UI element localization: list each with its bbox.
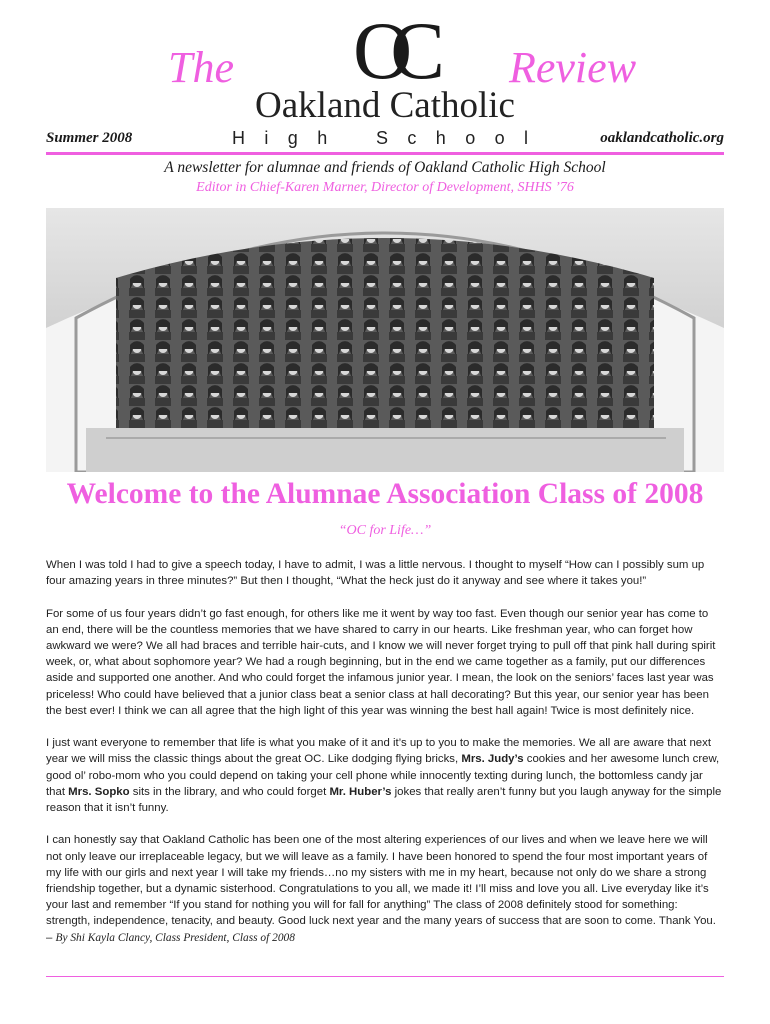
paragraph-text: sits in the library, and who could forget	[129, 785, 330, 798]
school-subtitle	[232, 128, 528, 149]
staff-name: Mr. Huber’s	[329, 785, 392, 798]
article-byline: By Shi Kayla Clancy, Class President, Class of 2008	[55, 931, 295, 944]
school-sub-letter: l	[524, 128, 528, 148]
masthead-divider	[46, 152, 724, 155]
footer-divider	[46, 976, 724, 977]
oc-logo-icon	[318, 6, 458, 92]
article-paragraph-3	[46, 735, 724, 816]
paragraph-text: jokes that really aren’t funny but you laugh anyway for the simple reason that it isn’t funny.	[46, 785, 722, 815]
school-sub-letter: H	[232, 128, 245, 148]
article-paragraph-1: When I was told I had to give a speech today, I have to admit, I was a little nervous. I thought to myself “How can I possibly sum up four amazing years in three minutes?” But then I thought, “What the heck just do it anyway and see where it takes you!”	[46, 559, 705, 588]
school-sub-letter: i	[264, 128, 269, 148]
website-link[interactable]: oaklandcatholic.org	[600, 130, 724, 146]
article-paragraph-4	[46, 832, 724, 945]
article-headline: Welcome to the Alumnae Association Class of 2008	[66, 478, 704, 510]
class-group-photo-icon	[46, 208, 724, 472]
staff-name: Mrs. Sopko	[68, 785, 130, 798]
editor-credit: Editor in Chief-Karen Marner, Director of Development, SHHS ’76	[196, 180, 574, 195]
school-sub-letter: o	[465, 128, 476, 148]
paragraph-text: I just want everyone to remember that life is what you make of it and it’s up to you to make the memories. We all are aware that next year we will miss the classic things about the great OC. Like dodging flying bricks,	[46, 737, 711, 766]
article-subhead: “OC for Life…”	[338, 523, 432, 538]
school-sub-gap	[347, 128, 357, 149]
paragraph-text: I can honestly say that Oakland Catholic has been one of the most altering experiences of our lives and when we leave here we will not only leave our irreplaceable legacy, but we will leave as a family. I have been honored to spend the four most important years of my life with our girls and next year I will take my friends…no my sisters with me in my heart, because not only do we share a strong friendship together, but a dynamic sisterhood. Congratulations to you all, we made it! I’ll miss and love you all. Live everyday like it’s your last and remember “If you stand for nothing you will for fall for anything” The class of 2008 definitely stood for something: strength, independence, tenacity, and beauty. Good luck next year and the many years of success that are soon to come. Thank You. –	[46, 834, 716, 944]
paragraph-text: cookies and her awesome lunch crew, good ol’ robo-mom who you could depend on taking your cell phone while innocently texting during lunch, the bottomless candy jar that	[46, 753, 720, 798]
school-name: Oakland Catholic	[255, 85, 515, 126]
school-sub-letter: h	[317, 128, 328, 148]
newsletter-tagline: A newsletter for alumnae and friends of Oakland Catholic High School	[164, 159, 606, 176]
school-sub-letter: S	[375, 128, 388, 148]
masthead-title-right: Review	[509, 43, 637, 92]
article-paragraph-2: For some of us four years didn’t go fast enough, for others like me it went by way too fast. Even though our senior year has come to an end, there will be the countless memories that we have shared to carry in our hearts. Like freshman year, who can forget how awkward we were? We all had braces and terrible hair-cuts, and I know we will never forget trying to pull off that pink hall during spirit week, or, what about sophomore year? We had a rough beginning, but in the end we came together as a family, put our differences aside and supported one another. And who could forget the infamous junior year. I mean, the look on the seniors’ faces last year was priceless! Who could have believed that a junior class beat a senior class at hall decorating? But this year, our senior year has been the best ever! I think we can all agree that the high light of this year was winning the best hall again! Twice is most definitely nice.	[46, 607, 716, 717]
school-sub-letter: h	[435, 128, 446, 148]
school-sub-letter: o	[494, 128, 505, 148]
issue-date: Summer 2008	[46, 130, 133, 146]
logo-letters: OC	[353, 6, 423, 92]
article-body	[46, 557, 724, 962]
school-sub-letter: c	[407, 128, 417, 148]
masthead-title-left: The	[168, 43, 234, 92]
school-sub-letter: g	[287, 128, 298, 148]
staff-name: Mrs. Judy’s	[461, 753, 524, 766]
